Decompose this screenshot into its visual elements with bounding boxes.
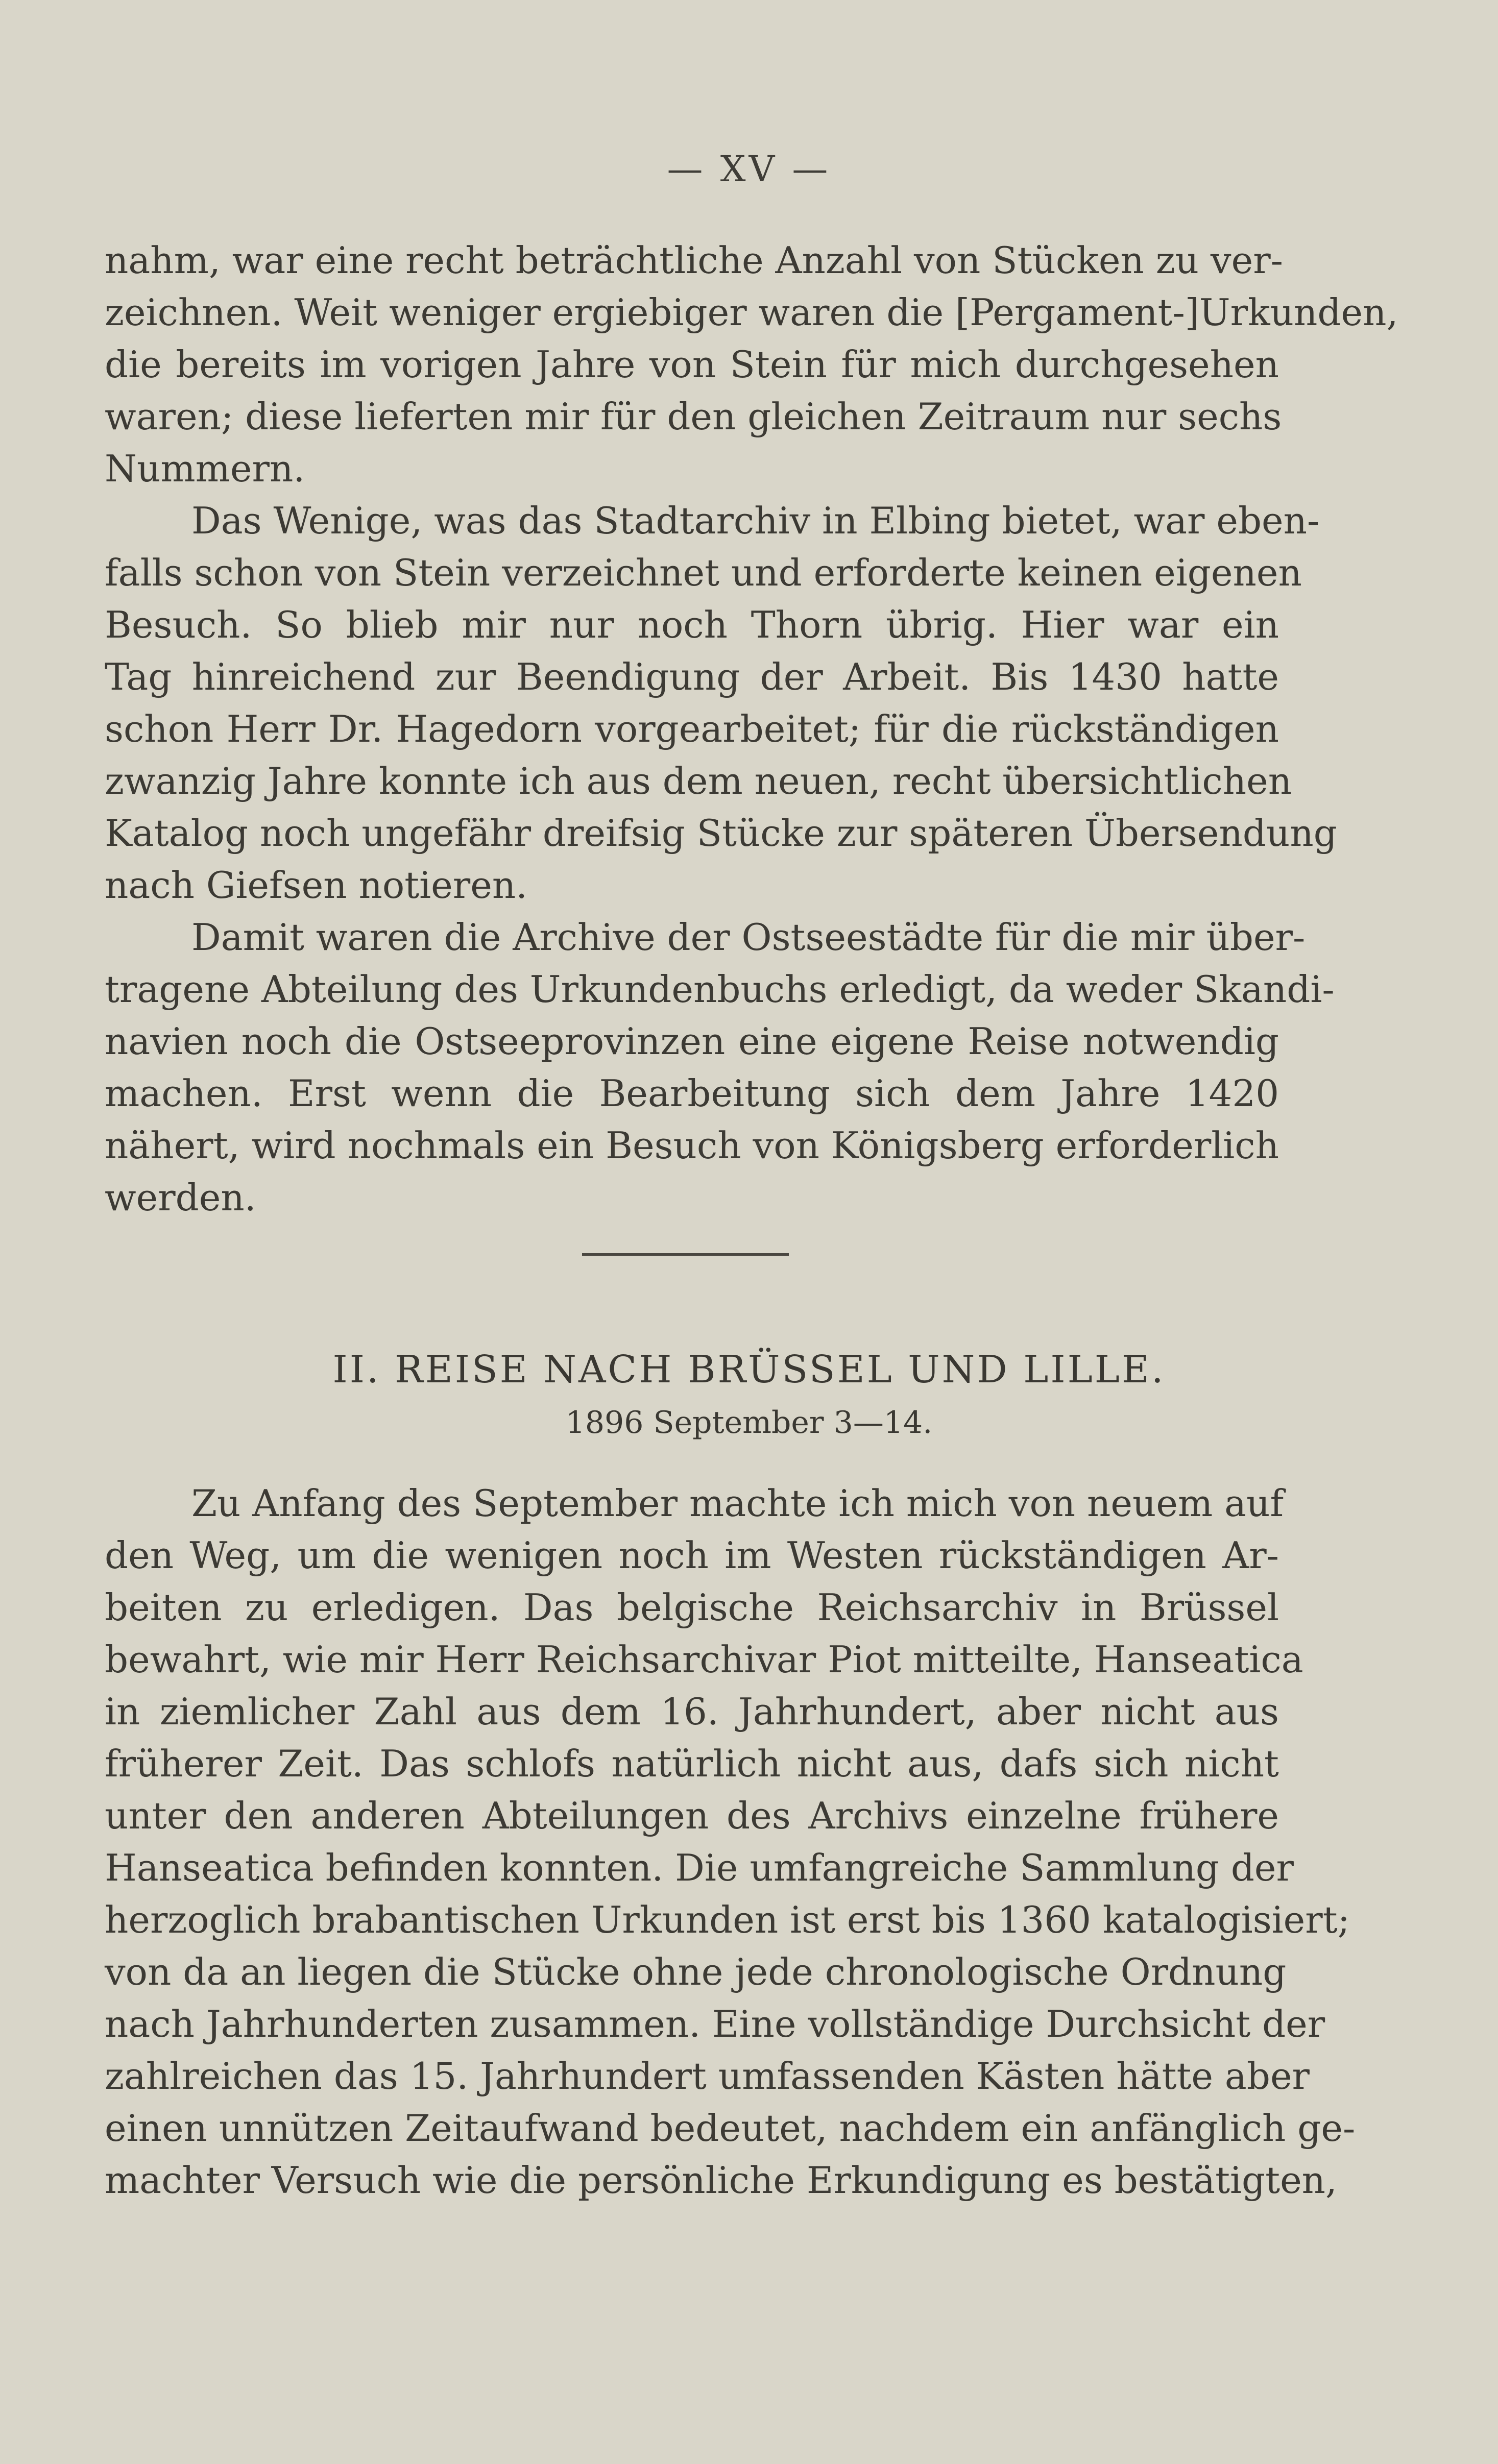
text-line: zahlreichen das 15. Jahrhundert umfassenden Kästen hätte aber [105, 2055, 1310, 2097]
section-divider [582, 1253, 789, 1256]
text-line: unter den anderen Abteilungen des Archivs einzelne frühere [105, 1794, 1279, 1837]
text-line: Zu Anfang des September machte ich mich von neuem auf [191, 1482, 1284, 1525]
text-line: Damit waren die Archive der Ostseestädte für die mir über- [191, 916, 1306, 959]
text-line: zeichnen. Weit weniger ergiebiger waren die [Pergament-]Urkunden, [105, 291, 1398, 334]
text-line: einen unnützen Zeitaufwand bedeutet, nachdem ein anfänglich ge- [105, 2107, 1356, 2150]
text-line: Nummern. [105, 447, 305, 490]
text-line: Katalog noch ungefähr dreifsig Stücke zur späteren Übersendung [105, 812, 1337, 855]
text-line: nähert, wird nochmals ein Besuch von Königsberg erforderlich [105, 1124, 1279, 1167]
text-line: Hanseatica befinden konnten. Die umfangreiche Sammlung der [105, 1846, 1294, 1889]
text-line: zwanzig Jahre konnte ich aus dem neuen, recht übersichtlichen [105, 760, 1292, 802]
text-line: Tag hinreichend zur Beendigung der Arbeit. Bis 1430 hatte [105, 655, 1279, 698]
text-line: den Weg, um die wenigen noch im Westen rückständigen Ar- [105, 1534, 1279, 1577]
text-line: nahm, war eine recht beträchtliche Anzahl von Stücken zu ver- [105, 239, 1283, 282]
text-line: herzoglich brabantischen Urkunden ist erst bis 1360 katalogisiert; [105, 1898, 1350, 1941]
text-line: werden. [105, 1176, 256, 1219]
text-line: schon Herr Dr. Hagedorn vorgearbeitet; für die rückständigen [105, 708, 1279, 750]
text-line: bewahrt, wie mir Herr Reichsarchivar Piot mitteilte, Hanseatica [105, 1638, 1303, 1681]
text-line: falls schon von Stein verzeichnet und erforderte keinen eigenen [105, 551, 1302, 594]
page-number: — XV — [667, 148, 831, 190]
text-line: von da an liegen die Stücke ohne jede chronologische Ordnung [105, 1950, 1287, 1993]
text-line: navien noch die Ostseeprovinzen eine eigene Reise notwendig [105, 1020, 1279, 1063]
text-line: nach Giefsen notieren. [105, 864, 528, 907]
text-line: machter Versuch wie die persönliche Erkundigung es bestätigten, [105, 2159, 1337, 2202]
text-line: Das Wenige, was das Stadtarchiv in Elbing bietet, war eben- [191, 499, 1320, 542]
text-line: tragene Abteilung des Urkundenbuchs erledigt, da weder Skandi- [105, 968, 1335, 1011]
text-line: nach Jahrhunderten zusammen. Eine vollständige Durchsicht der [105, 2003, 1325, 2045]
text-line: beiten zu erledigen. Das belgische Reichsarchiv in Brüssel [105, 1586, 1279, 1629]
text-line: machen. Erst wenn die Bearbeitung sich dem Jahre 1420 [105, 1072, 1279, 1115]
text-line: die bereits im vorigen Jahre von Stein für mich durchgesehen [105, 343, 1279, 386]
text-line: waren; diese lieferten mir für den gleichen Zeitraum nur sechs [105, 395, 1282, 438]
text-line: in ziemlicher Zahl aus dem 16. Jahrhundert, aber nicht aus [105, 1690, 1279, 1733]
section-date: 1896 September 3—14. [565, 1405, 933, 1441]
text-line: früherer Zeit. Das schlofs natürlich nicht aus, dafs sich nicht [105, 1742, 1279, 1785]
text-line: Besuch. So blieb mir nur noch Thorn übrig. Hier war ein [105, 603, 1279, 646]
section-heading: II. REISE NACH BRÜSSEL UND LILLE. [332, 1348, 1166, 1392]
